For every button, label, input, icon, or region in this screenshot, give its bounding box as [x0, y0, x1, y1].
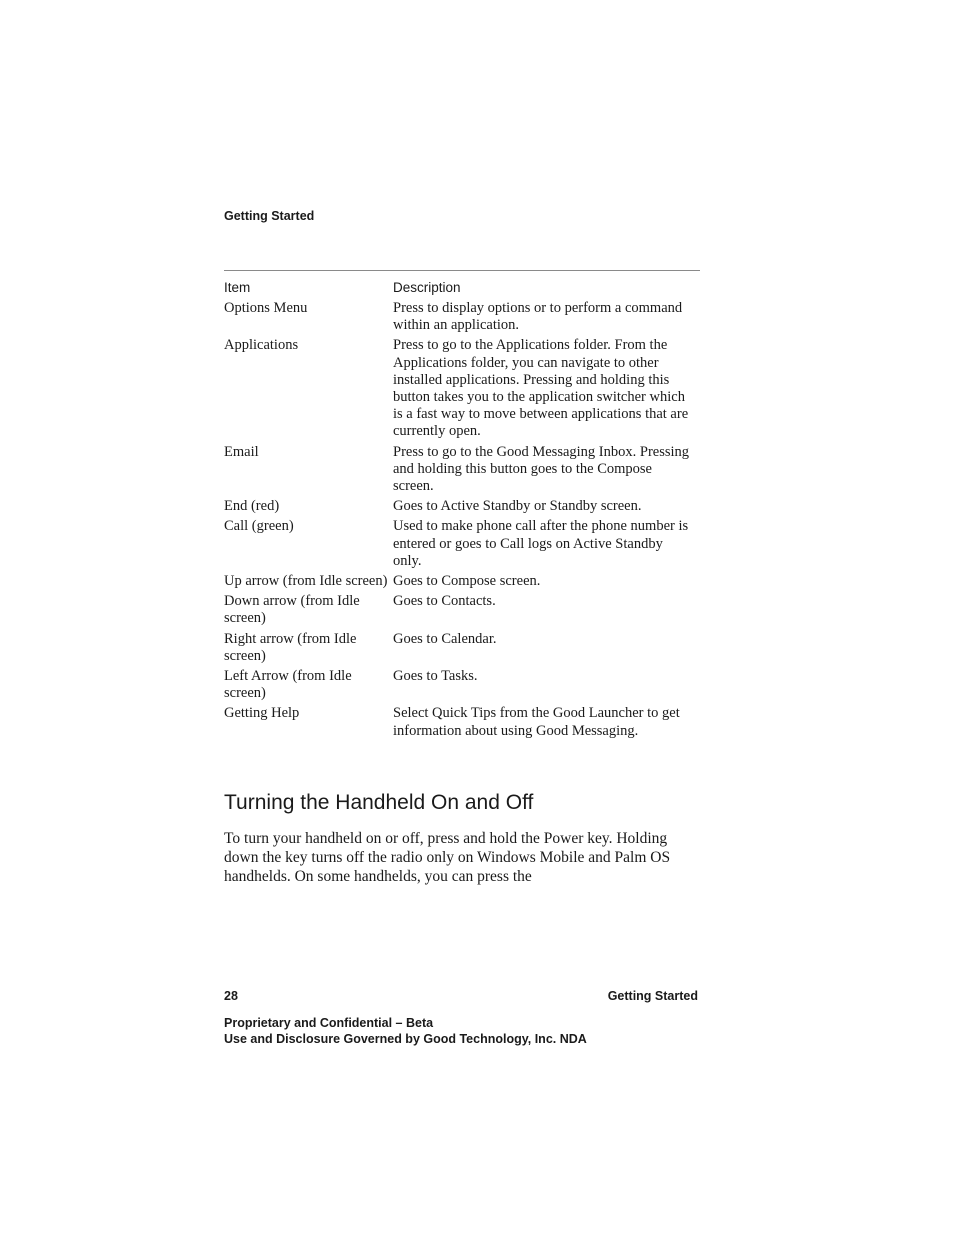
table-row — [224, 300, 700, 334]
row-item: End (red) — [224, 498, 280, 515]
table-row — [224, 337, 700, 440]
row-description: Press to go to the Applications folder. From the Applications folder, you can navigate to other installed applications. Pressing and holding this button takes you to the application switcher which is a fast way to move between applications that are currently open. — [393, 337, 689, 440]
table-row — [224, 668, 700, 702]
row-item: Right arrow (from Idle screen) — [224, 630, 357, 664]
row-item: Call (green) — [224, 518, 294, 535]
table-row — [224, 518, 700, 570]
table-row — [224, 705, 700, 739]
row-description: Goes to Tasks. — [393, 668, 478, 685]
row-description: Goes to Compose screen. — [393, 573, 541, 590]
column-header-description: Description — [393, 280, 461, 295]
row-description: Goes to Contacts. — [393, 593, 496, 610]
row-description: Goes to Calendar. — [393, 630, 497, 647]
column-header-item: Item — [224, 280, 251, 295]
notice-line: Use and Disclosure Governed by Good Technology, Inc. NDA — [224, 1032, 587, 1046]
notice-line: Proprietary and Confidential – Beta — [224, 1016, 434, 1030]
row-item: Left Arrow (from Idle screen) — [224, 668, 352, 702]
running-header: Getting Started — [224, 209, 315, 223]
table-row — [224, 593, 700, 627]
row-item: Down arrow (from Idle screen) — [224, 593, 360, 627]
page-number: 28 — [224, 989, 238, 1003]
section-body-paragraph: To turn your handheld on or off, press and hold the Power key. Holding down the key turns off the radio only on Windows Mobile and Palm OS handhelds. On some handhelds, you can press the — [224, 830, 671, 885]
row-description: Press to display options or to perform a command within an application. — [393, 300, 683, 334]
table-row — [224, 444, 700, 496]
table-row — [224, 498, 700, 515]
footer-section-label: Getting Started — [607, 989, 698, 1003]
row-description: Select Quick Tips from the Good Launcher to get information about using Good Messaging. — [393, 705, 680, 739]
row-description: Goes to Active Standby or Standby screen. — [393, 498, 642, 515]
confidentiality-notice — [224, 1015, 587, 1047]
row-item: Applications — [224, 337, 299, 354]
row-item: Email — [224, 443, 259, 460]
table-row — [224, 631, 700, 665]
row-item: Up arrow (from Idle screen) — [224, 573, 388, 590]
table-header-row — [224, 271, 700, 300]
table-row — [224, 573, 700, 590]
button-reference-table — [224, 270, 700, 743]
row-item: Options Menu — [224, 300, 308, 316]
row-description: Used to make phone call after the phone number is entered or goes to Call logs on Active Standby only. — [393, 518, 689, 569]
section-heading: Turning the Handheld On and Off — [224, 791, 534, 814]
row-item: Getting Help — [224, 705, 300, 722]
row-description: Press to go to the Good Messaging Inbox. Pressing and holding this button goes to the Compose screen. — [393, 443, 690, 495]
page-footer — [224, 989, 698, 1003]
